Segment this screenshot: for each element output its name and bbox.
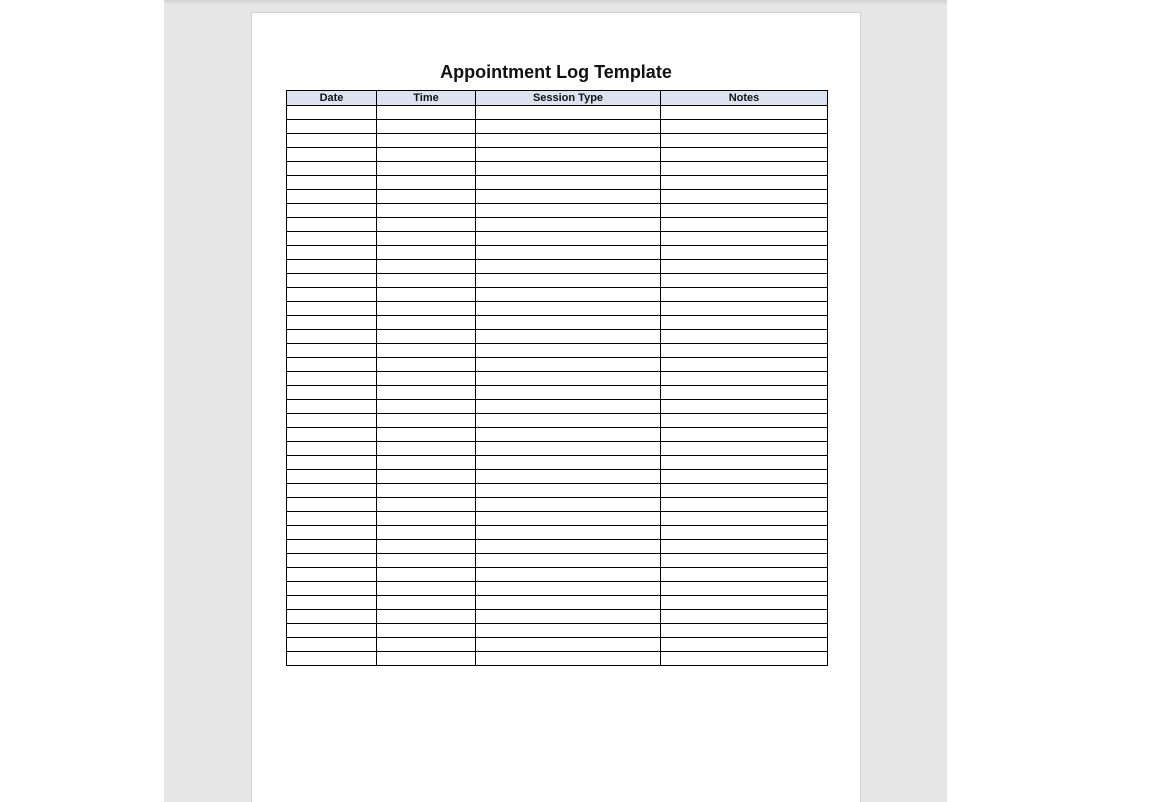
table-cell-session-type[interactable] xyxy=(476,652,661,666)
table-row xyxy=(287,330,828,344)
table-cell-date[interactable] xyxy=(287,414,377,428)
table-cell-date[interactable] xyxy=(287,582,377,596)
table-cell-session-type[interactable] xyxy=(476,582,661,596)
table-cell-time[interactable] xyxy=(377,232,476,246)
table-cell-date[interactable] xyxy=(287,134,377,148)
table-body xyxy=(287,106,828,666)
table-cell-notes[interactable] xyxy=(661,400,828,414)
table-row xyxy=(287,176,828,190)
table-cell-notes[interactable] xyxy=(661,372,828,386)
table-cell-date[interactable] xyxy=(287,176,377,190)
table-cell-session-type[interactable] xyxy=(476,190,661,204)
table-row xyxy=(287,470,828,484)
table-row xyxy=(287,554,828,568)
table-cell-notes[interactable] xyxy=(661,344,828,358)
table-cell-date[interactable] xyxy=(287,484,377,498)
table-cell-notes[interactable] xyxy=(661,568,828,582)
table-row xyxy=(287,596,828,610)
table-row xyxy=(287,624,828,638)
table-cell-date[interactable] xyxy=(287,120,377,134)
table-cell-session-type[interactable] xyxy=(476,456,661,470)
table-cell-session-type[interactable] xyxy=(476,638,661,652)
table-cell-date[interactable] xyxy=(287,568,377,582)
table-cell-session-type[interactable] xyxy=(476,568,661,582)
table-cell-session-type[interactable] xyxy=(476,204,661,218)
table-cell-notes[interactable] xyxy=(661,274,828,288)
table-cell-session-type[interactable] xyxy=(476,176,661,190)
table-cell-notes[interactable] xyxy=(661,302,828,316)
table-cell-time[interactable] xyxy=(377,148,476,162)
table-cell-session-type[interactable] xyxy=(476,540,661,554)
table-row xyxy=(287,582,828,596)
table-cell-date[interactable] xyxy=(287,162,377,176)
table-row xyxy=(287,344,828,358)
column-header-time: Time xyxy=(377,91,476,106)
table-cell-time[interactable] xyxy=(377,652,476,666)
column-header-date: Date xyxy=(287,91,377,106)
table-cell-session-type[interactable] xyxy=(476,106,661,120)
table-cell-time[interactable] xyxy=(377,344,476,358)
table-cell-date[interactable] xyxy=(287,554,377,568)
table-cell-session-type[interactable] xyxy=(476,274,661,288)
table-row xyxy=(287,288,828,302)
table-row xyxy=(287,526,828,540)
table-cell-date[interactable] xyxy=(287,596,377,610)
table-cell-date[interactable] xyxy=(287,344,377,358)
table-row xyxy=(287,316,828,330)
table-cell-time[interactable] xyxy=(377,400,476,414)
table-cell-date[interactable] xyxy=(287,372,377,386)
table-cell-session-type[interactable] xyxy=(476,484,661,498)
table-cell-session-type[interactable] xyxy=(476,372,661,386)
table-cell-time[interactable] xyxy=(377,176,476,190)
table-cell-notes[interactable] xyxy=(661,176,828,190)
table-cell-notes[interactable] xyxy=(661,526,828,540)
table-cell-time[interactable] xyxy=(377,484,476,498)
table-cell-notes[interactable] xyxy=(661,652,828,666)
table-cell-notes[interactable] xyxy=(661,246,828,260)
table-row xyxy=(287,456,828,470)
table-cell-time[interactable] xyxy=(377,246,476,260)
table-row xyxy=(287,302,828,316)
table-cell-session-type[interactable] xyxy=(476,596,661,610)
column-header-notes: Notes xyxy=(661,91,828,106)
table-cell-date[interactable] xyxy=(287,470,377,484)
table-cell-time[interactable] xyxy=(377,526,476,540)
table-cell-session-type[interactable] xyxy=(476,232,661,246)
table-cell-time[interactable] xyxy=(377,596,476,610)
table-cell-notes[interactable] xyxy=(661,456,828,470)
table-row xyxy=(287,190,828,204)
column-header-session-type: Session Type xyxy=(476,91,661,106)
table-row xyxy=(287,512,828,526)
table-cell-notes[interactable] xyxy=(661,386,828,400)
table-cell-time[interactable] xyxy=(377,372,476,386)
table-row xyxy=(287,372,828,386)
table-cell-session-type[interactable] xyxy=(476,302,661,316)
table-cell-session-type[interactable] xyxy=(476,358,661,372)
table-cell-notes[interactable] xyxy=(661,106,828,120)
table-cell-date[interactable] xyxy=(287,106,377,120)
document-page xyxy=(251,12,861,802)
table-cell-time[interactable] xyxy=(377,260,476,274)
table-cell-notes[interactable] xyxy=(661,120,828,134)
table-cell-date[interactable] xyxy=(287,190,377,204)
table-cell-session-type[interactable] xyxy=(476,400,661,414)
appointment-log-table xyxy=(286,90,828,666)
table-cell-session-type[interactable] xyxy=(476,162,661,176)
table-cell-notes[interactable] xyxy=(661,610,828,624)
table-row xyxy=(287,246,828,260)
table-cell-date[interactable] xyxy=(287,386,377,400)
table-cell-notes[interactable] xyxy=(661,288,828,302)
table-row xyxy=(287,610,828,624)
table-cell-notes[interactable] xyxy=(661,512,828,526)
table-row xyxy=(287,540,828,554)
table-cell-session-type[interactable] xyxy=(476,246,661,260)
table-cell-date[interactable] xyxy=(287,638,377,652)
table-row xyxy=(287,148,828,162)
table-cell-session-type[interactable] xyxy=(476,470,661,484)
table-cell-time[interactable] xyxy=(377,134,476,148)
table-row xyxy=(287,274,828,288)
table-cell-time[interactable] xyxy=(377,358,476,372)
table-cell-time[interactable] xyxy=(377,456,476,470)
table-cell-session-type[interactable] xyxy=(476,316,661,330)
table-cell-time[interactable] xyxy=(377,204,476,218)
table-cell-date[interactable] xyxy=(287,442,377,456)
table-cell-session-type[interactable] xyxy=(476,120,661,134)
table-cell-date[interactable] xyxy=(287,456,377,470)
table-cell-date[interactable] xyxy=(287,274,377,288)
table-cell-date[interactable] xyxy=(287,400,377,414)
table-cell-session-type[interactable] xyxy=(476,414,661,428)
table-cell-time[interactable] xyxy=(377,190,476,204)
table-row xyxy=(287,204,828,218)
table-cell-date[interactable] xyxy=(287,652,377,666)
table-cell-session-type[interactable] xyxy=(476,148,661,162)
table-cell-time[interactable] xyxy=(377,162,476,176)
table-cell-date[interactable] xyxy=(287,218,377,232)
table-cell-notes[interactable] xyxy=(661,190,828,204)
table-cell-notes[interactable] xyxy=(661,540,828,554)
table-cell-session-type[interactable] xyxy=(476,624,661,638)
table-cell-date[interactable] xyxy=(287,232,377,246)
table-cell-notes[interactable] xyxy=(661,638,828,652)
table-cell-notes[interactable] xyxy=(661,134,828,148)
table-cell-date[interactable] xyxy=(287,316,377,330)
table-cell-notes[interactable] xyxy=(661,428,828,442)
table-row xyxy=(287,652,828,666)
table-cell-notes[interactable] xyxy=(661,582,828,596)
table-cell-time[interactable] xyxy=(377,106,476,120)
table-cell-time[interactable] xyxy=(377,610,476,624)
table-row xyxy=(287,120,828,134)
table-cell-date[interactable] xyxy=(287,288,377,302)
table-cell-time[interactable] xyxy=(377,624,476,638)
table-cell-notes[interactable] xyxy=(661,232,828,246)
table-cell-session-type[interactable] xyxy=(476,386,661,400)
table-cell-date[interactable] xyxy=(287,540,377,554)
table-cell-time[interactable] xyxy=(377,218,476,232)
table-cell-notes[interactable] xyxy=(661,498,828,512)
table-cell-notes[interactable] xyxy=(661,148,828,162)
table-cell-date[interactable] xyxy=(287,610,377,624)
table-cell-session-type[interactable] xyxy=(476,554,661,568)
table-cell-time[interactable] xyxy=(377,274,476,288)
table-cell-notes[interactable] xyxy=(661,596,828,610)
table-cell-notes[interactable] xyxy=(661,484,828,498)
table-row xyxy=(287,260,828,274)
page-title: Appointment Log Template xyxy=(440,62,672,82)
table-cell-time[interactable] xyxy=(377,540,476,554)
table-cell-time[interactable] xyxy=(377,554,476,568)
table-cell-time[interactable] xyxy=(377,428,476,442)
table-row xyxy=(287,232,828,246)
table-cell-notes[interactable] xyxy=(661,330,828,344)
table-cell-time[interactable] xyxy=(377,638,476,652)
table-cell-session-type[interactable] xyxy=(476,512,661,526)
table-cell-date[interactable] xyxy=(287,624,377,638)
table-cell-date[interactable] xyxy=(287,358,377,372)
table-cell-session-type[interactable] xyxy=(476,344,661,358)
table-cell-notes[interactable] xyxy=(661,260,828,274)
table-cell-date[interactable] xyxy=(287,260,377,274)
table-cell-date[interactable] xyxy=(287,512,377,526)
table-row xyxy=(287,162,828,176)
table-header-row xyxy=(287,91,828,106)
table-cell-session-type[interactable] xyxy=(476,428,661,442)
table-cell-notes[interactable] xyxy=(661,470,828,484)
table-cell-notes[interactable] xyxy=(661,358,828,372)
table-row xyxy=(287,386,828,400)
table-cell-date[interactable] xyxy=(287,302,377,316)
table-row xyxy=(287,358,828,372)
table-row xyxy=(287,498,828,512)
table-cell-date[interactable] xyxy=(287,330,377,344)
table-cell-notes[interactable] xyxy=(661,204,828,218)
table-cell-date[interactable] xyxy=(287,246,377,260)
table-cell-time[interactable] xyxy=(377,120,476,134)
table-cell-date[interactable] xyxy=(287,498,377,512)
table-row xyxy=(287,400,828,414)
table-cell-session-type[interactable] xyxy=(476,442,661,456)
table-cell-session-type[interactable] xyxy=(476,288,661,302)
table-row xyxy=(287,568,828,582)
table-cell-time[interactable] xyxy=(377,414,476,428)
table-cell-notes[interactable] xyxy=(661,442,828,456)
table-cell-notes[interactable] xyxy=(661,162,828,176)
table-row xyxy=(287,428,828,442)
table-cell-session-type[interactable] xyxy=(476,610,661,624)
table-cell-date[interactable] xyxy=(287,148,377,162)
table-cell-time[interactable] xyxy=(377,582,476,596)
table-cell-session-type[interactable] xyxy=(476,526,661,540)
table-cell-session-type[interactable] xyxy=(476,260,661,274)
table-cell-time[interactable] xyxy=(377,330,476,344)
table-cell-time[interactable] xyxy=(377,442,476,456)
table-cell-session-type[interactable] xyxy=(476,218,661,232)
table-cell-date[interactable] xyxy=(287,428,377,442)
table-row xyxy=(287,218,828,232)
table-cell-time[interactable] xyxy=(377,498,476,512)
table-cell-notes[interactable] xyxy=(661,624,828,638)
table-cell-date[interactable] xyxy=(287,204,377,218)
table-cell-session-type[interactable] xyxy=(476,498,661,512)
table-cell-time[interactable] xyxy=(377,288,476,302)
table-cell-time[interactable] xyxy=(377,568,476,582)
table-row xyxy=(287,442,828,456)
table-row xyxy=(287,484,828,498)
table-cell-notes[interactable] xyxy=(661,218,828,232)
table-cell-session-type[interactable] xyxy=(476,330,661,344)
table-cell-notes[interactable] xyxy=(661,554,828,568)
table-row xyxy=(287,638,828,652)
table-cell-date[interactable] xyxy=(287,526,377,540)
table-cell-notes[interactable] xyxy=(661,316,828,330)
table-cell-time[interactable] xyxy=(377,512,476,526)
document-viewer[interactable] xyxy=(164,0,947,802)
table-row xyxy=(287,106,828,120)
table-cell-time[interactable] xyxy=(377,470,476,484)
table-cell-time[interactable] xyxy=(377,386,476,400)
table-cell-time[interactable] xyxy=(377,302,476,316)
table-cell-session-type[interactable] xyxy=(476,134,661,148)
table-row xyxy=(287,134,828,148)
table-cell-time[interactable] xyxy=(377,316,476,330)
table-cell-notes[interactable] xyxy=(661,414,828,428)
table-row xyxy=(287,414,828,428)
